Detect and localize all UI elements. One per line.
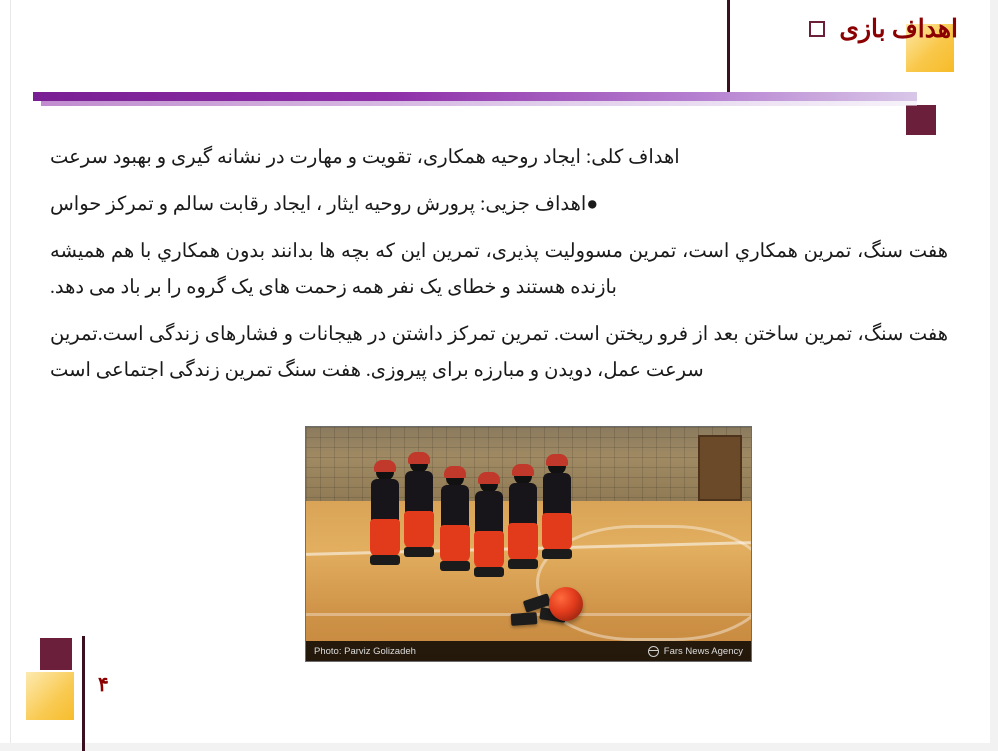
photo-ball	[549, 587, 583, 621]
photo-gym-door	[698, 435, 742, 501]
photo-player	[438, 469, 472, 577]
maroon-square-bottom-left	[40, 638, 72, 670]
paragraph-3: هفت سنگ، تمرین همکاري است، تمرین مسوولیت پذیری، تمرین این که بچه ها بدانند بدون همکاري با هم همیشه بازنده هستند و خطای یک نفر همه زحمت های یک گروه را بر باد می دهد.	[50, 241, 948, 299]
photo-player	[506, 467, 540, 575]
photo-agency	[648, 646, 743, 657]
photo-player	[402, 455, 436, 563]
photo-caption-bar	[306, 641, 751, 661]
globe-icon	[648, 646, 659, 657]
divider-main-bar	[33, 92, 917, 101]
bottom-vertical-accent-line	[82, 636, 85, 751]
maroon-square-top-right	[906, 105, 936, 135]
top-vertical-accent-line	[727, 0, 730, 100]
paragraph-2: ●اهداف جزیی: پرورش روحیه ایثار ، ایجاد رقابت سالم و تمرکز حواس	[50, 194, 599, 216]
photo-credit: Photo: Parviz Golizadeh	[314, 645, 416, 657]
paragraph-1: اهداف کلی: ایجاد روحیه همکاری، تقویت و مهارت در نشانه گیری و بهبود سرعت	[50, 147, 680, 168]
square-bullet-icon	[809, 21, 825, 37]
left-border-strip	[0, 0, 11, 751]
page-number: ۴	[98, 674, 109, 696]
photo-player	[540, 457, 574, 565]
slide-body-text	[50, 140, 958, 400]
page-title: اهداف بازی	[839, 16, 958, 43]
photo-stone	[511, 612, 538, 626]
photo-players-group	[368, 453, 638, 593]
photo-player	[368, 463, 402, 571]
bottom-border-strip	[0, 743, 998, 751]
title-divider-rule	[33, 92, 917, 106]
slide-photo	[305, 426, 752, 662]
paragraph-4: هفت سنگ، تمرین ساختن بعد از فرو ریختن است. تمرین تمرکز داشتن در هیجانات و فشارهای زندگی است.تمرین سرعت عمل، دویدن و مبارزه برای پیروزی. هفت سنگ تمرین زندگی اجتماعی است	[50, 324, 948, 382]
slide-title-block	[809, 14, 958, 44]
divider-shadow-bar	[41, 101, 917, 106]
right-border-strip	[990, 0, 998, 751]
gold-square-bottom-left	[26, 672, 74, 720]
photo-player	[472, 475, 506, 583]
photo-agency-label: Fars News Agency	[663, 645, 743, 657]
